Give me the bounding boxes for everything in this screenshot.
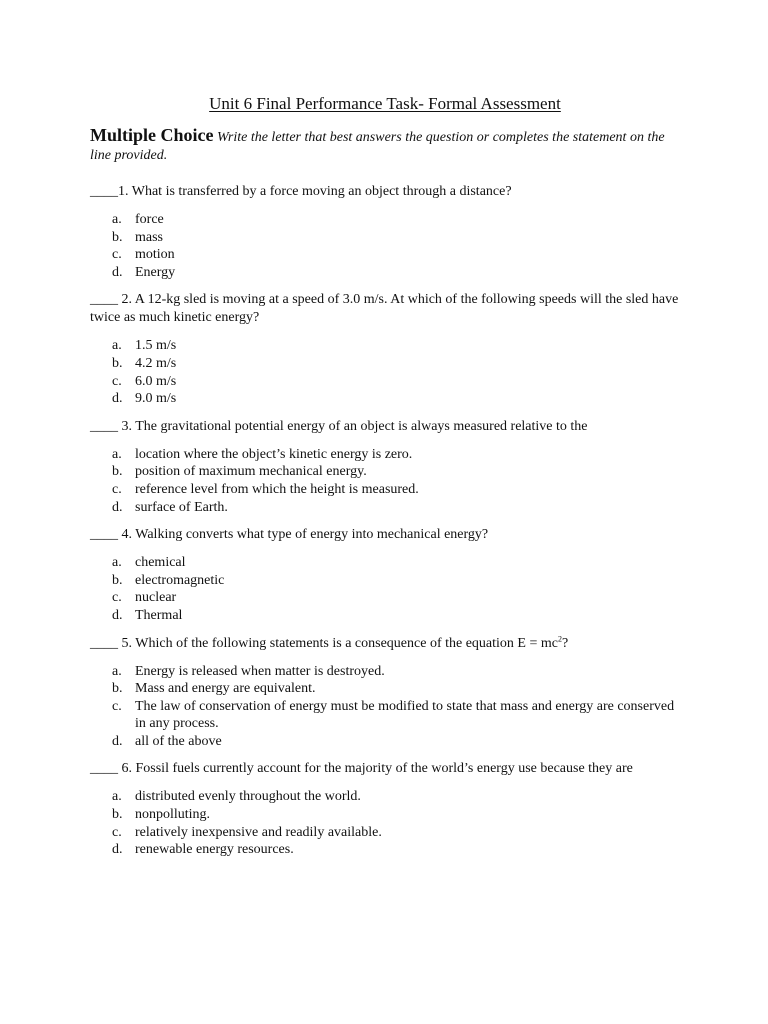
option-text: renewable energy resources.	[135, 842, 294, 858]
option-letter: b.	[112, 229, 123, 245]
option-4b	[90, 572, 680, 590]
option-letter: d.	[112, 733, 123, 749]
option-text: 4.2 m/s	[135, 355, 177, 371]
option-letter: c.	[112, 590, 122, 606]
option-text: The law of conservation of energy must be modified to state that mass and energy are conserved in any process.	[135, 698, 675, 732]
question-4-options	[90, 554, 680, 624]
option-letter: d.	[112, 842, 123, 858]
option-text: nuclear	[135, 590, 177, 606]
option-3b	[90, 463, 680, 481]
option-2b	[90, 355, 680, 373]
option-3a	[90, 446, 680, 464]
option-text: reference level from which the height is measured.	[135, 481, 419, 497]
option-6a	[90, 788, 680, 806]
page-title: Unit 6 Final Performance Task- Formal Assessment	[209, 94, 561, 113]
option-1d	[90, 264, 680, 282]
option-letter: a.	[112, 789, 122, 805]
question-6-options	[90, 788, 680, 858]
option-text: position of maximum mechanical energy.	[135, 464, 367, 480]
option-text: Thermal	[135, 607, 183, 623]
option-letter: d.	[112, 264, 123, 280]
option-letter: a.	[112, 446, 122, 462]
option-1c	[90, 246, 680, 264]
option-letter: c.	[112, 247, 122, 263]
option-text: 9.0 m/s	[135, 391, 177, 407]
question-6: ____ 6. Fossil fuels currently account for the majority of the world’s energy use because they are	[90, 761, 633, 777]
option-text: distributed evenly throughout the world.	[135, 789, 361, 805]
option-text: nonpolluting.	[135, 807, 211, 823]
option-6d	[90, 841, 680, 859]
question-4: ____ 4. Walking converts what type of energy into mechanical energy?	[90, 527, 489, 543]
option-letter: b.	[112, 355, 123, 371]
option-5a	[90, 663, 680, 681]
exponent: 2	[557, 633, 562, 643]
option-text: location where the object’s kinetic energy is zero.	[135, 446, 413, 462]
question-1: ____1. What is transferred by a force moving an object through a distance?	[90, 184, 512, 199]
question-5	[90, 635, 680, 653]
option-text: all of the above	[135, 733, 222, 749]
option-3c	[90, 481, 680, 499]
option-letter: b.	[112, 807, 123, 823]
option-letter: d.	[112, 607, 123, 623]
option-3d	[90, 499, 680, 517]
option-2a	[90, 337, 680, 355]
question-3-options	[90, 446, 680, 516]
option-letter: b.	[112, 464, 123, 480]
option-letter: b.	[112, 681, 123, 697]
option-text: mass	[135, 229, 163, 245]
option-text: surface of Earth.	[135, 499, 228, 515]
question-1-options	[90, 211, 680, 281]
option-6b	[90, 806, 680, 824]
option-6c	[90, 824, 680, 842]
question-2-options	[90, 337, 680, 407]
option-text: Energy	[135, 264, 176, 280]
option-1b	[90, 229, 680, 247]
question-3: ____ 3. The gravitational potential energy of an object is always measured relative to the	[90, 418, 588, 434]
option-4c	[90, 589, 680, 607]
option-4d	[90, 607, 680, 625]
option-letter: c.	[112, 481, 122, 497]
document-page	[90, 94, 680, 869]
option-5b	[90, 680, 680, 698]
option-letter: a.	[112, 212, 122, 227]
question-5-prompt: ____ 5. Which of the following statements is a consequence of the equation E = mc	[90, 635, 558, 651]
option-4a	[90, 554, 680, 572]
option-letter: a.	[112, 663, 122, 679]
option-text: 6.0 m/s	[135, 373, 177, 389]
option-letter: c.	[112, 824, 122, 840]
option-text: 1.5 m/s	[135, 338, 177, 354]
question-5-prompt-end: ?	[561, 635, 569, 651]
option-letter: a.	[112, 555, 122, 571]
option-2d	[90, 390, 680, 408]
option-1a	[90, 211, 680, 229]
section-heading: Multiple Choice	[90, 125, 214, 145]
section-instructions: Write the letter that best answers the question or completes the statement on the line provided.	[90, 130, 665, 163]
option-text: chemical	[135, 555, 186, 571]
option-text: Mass and energy are equivalent.	[135, 681, 316, 697]
option-letter: d.	[112, 391, 123, 407]
section-intro	[90, 126, 680, 165]
question-5-options	[90, 663, 680, 751]
option-letter: b.	[112, 572, 123, 588]
option-letter: a.	[112, 338, 122, 354]
option-5d	[90, 733, 680, 751]
option-text: relatively inexpensive and readily available.	[135, 824, 382, 840]
option-text: motion	[135, 247, 175, 263]
option-text: Energy is released when matter is destroyed.	[135, 663, 385, 679]
option-5c	[90, 698, 680, 733]
option-letter: d.	[112, 499, 123, 515]
option-2c	[90, 373, 680, 391]
option-letter: c.	[112, 373, 122, 389]
option-text: force	[135, 212, 164, 227]
question-2: ____ 2. A 12-kg sled is moving at a speed of 3.0 m/s. At which of the following speeds will the sled have twice as much kinetic energy?	[90, 292, 679, 326]
option-letter: c.	[112, 698, 122, 714]
option-text: electromagnetic	[135, 572, 225, 588]
